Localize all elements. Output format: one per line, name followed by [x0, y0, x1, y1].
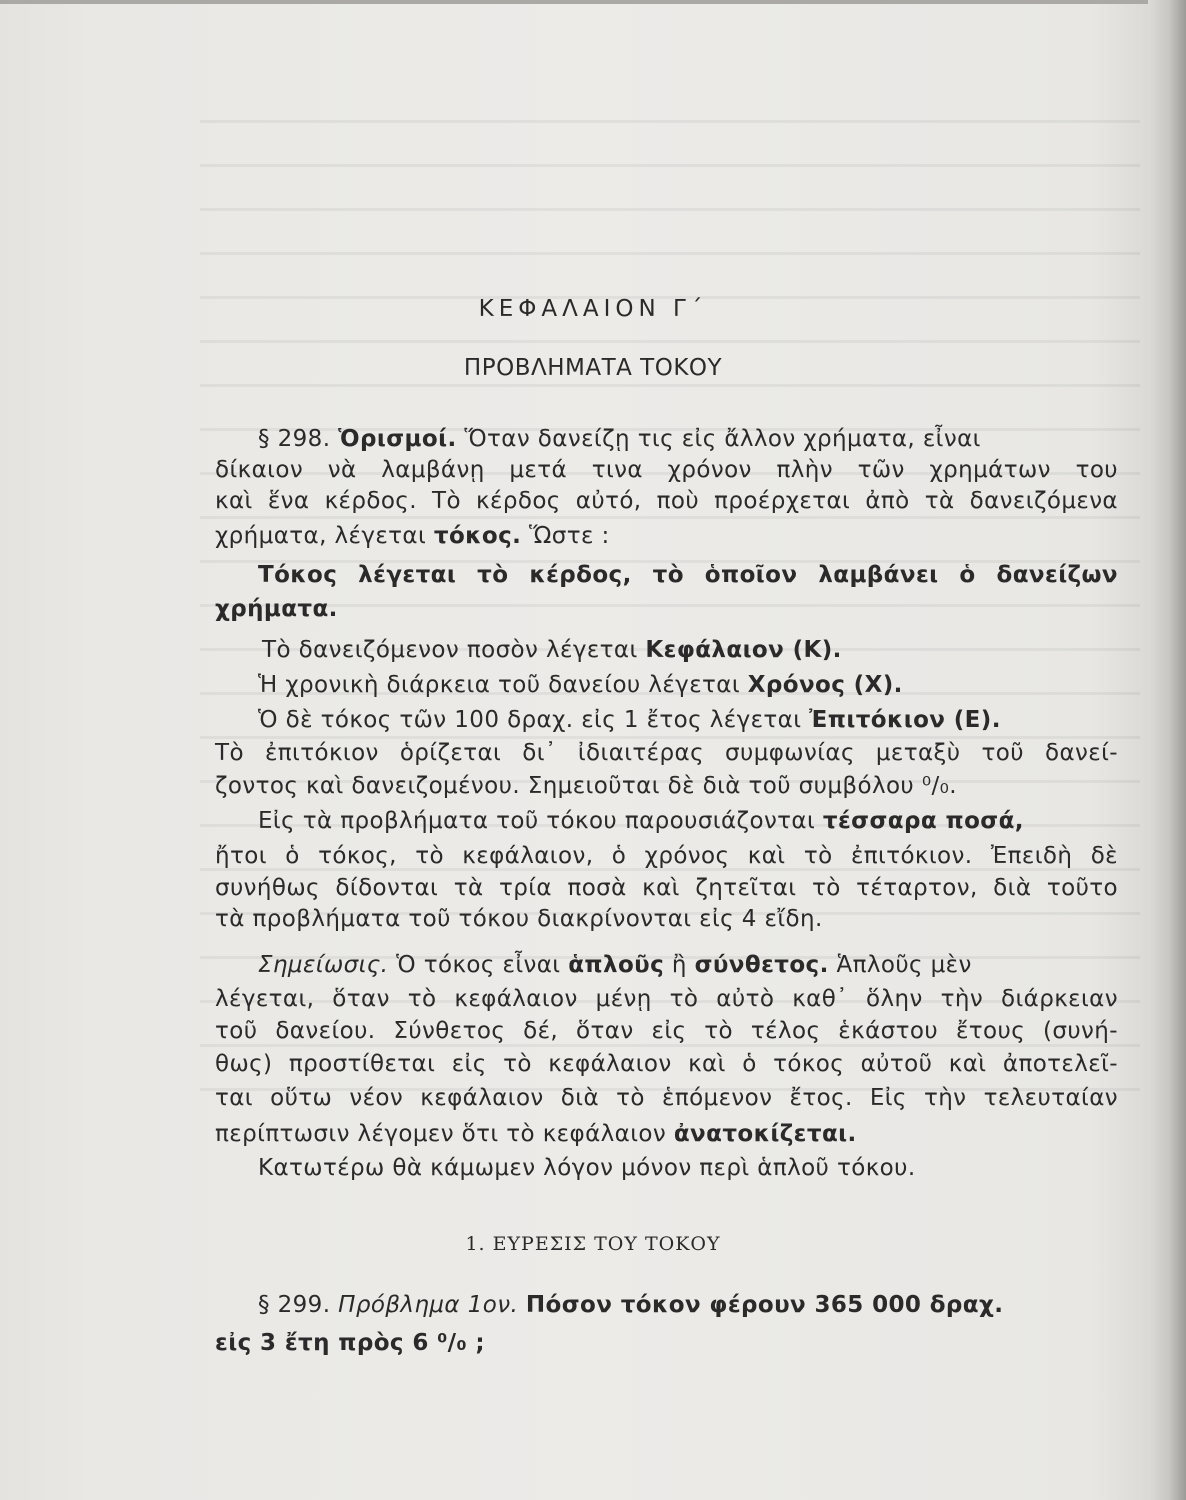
section-298-heading: Ὁρισμοί.	[338, 426, 457, 452]
section-298-line-3: καὶ ἕνα κέρδος. Τὸ κέρδος αὐτό, ποὺ προέρχεται ἀπὸ τὰ δανειζόμενα	[215, 488, 1118, 514]
problem-1-line-1: § 299. Πρόβλημα 1ον. Πόσον τόκον φέρουν 365 000 δραχ.	[258, 1292, 1004, 1318]
closing-line: Κατωτέρω θὰ κάμωμεν λόγον μόνον περὶ ἁπλοῦ τόκου.	[258, 1155, 916, 1181]
term-epitokion-line: Ὁ δὲ τόκος τῶν 100 δραχ. εἰς 1 ἔτος λέγεται Ἐπιτόκιον (Ε).	[258, 707, 1001, 733]
note-line-5: ται οὕτω νέον κεφάλαιον διὰ τὸ ἑπόμενον ἔτος. Εἰς τὴν τελευταίαν	[215, 1085, 1118, 1111]
term-aplous: ἁπλοῦς	[568, 952, 665, 978]
definition-line-1: Τόκος λέγεται τὸ κέρδος, τὸ ὁποῖον λαμβάνει ὁ δανείζων	[258, 562, 1118, 588]
section-298-line-4: χρήματα, λέγεται τόκος. Ὥστε :	[215, 523, 610, 549]
note-label: Σημείωσις.	[258, 952, 389, 978]
chapter-label: ΚΕΦΑΛΑΙΟΝ Γ΄	[478, 296, 708, 322]
term-chronos: Χρόνος (Χ).	[747, 672, 903, 698]
quantities-line-3: συνήθως δίδονται τὰ τρία ποσὰ καὶ ζητεῖται τὸ τέταρτον, διὰ τοῦτο	[215, 875, 1118, 901]
epitokion-line-1: Τὸ ἐπιτόκιον ὁρίζεται δι᾽ ἰδιαιτέρας συμφωνίας μεταξὺ τοῦ δανεί-	[215, 740, 1118, 766]
page-right-edge	[1148, 0, 1186, 1500]
term-epitokion: Ἐπιτόκιον (Ε).	[809, 707, 1001, 733]
note-line-3: τοῦ δανείου. Σύνθετος δέ, ὅταν εἰς τὸ τέλος ἑκάστου ἔτους (συνή-	[215, 1018, 1118, 1044]
chapter-title: ΠΡΟΒΛΗΜΑΤΑ ΤΟΚΟΥ	[463, 355, 723, 381]
section-298-number: § 298.	[258, 426, 331, 452]
note-line-4: θως) προστίθεται εἰς τὸ κεφάλαιον καὶ ὁ τόκος αὐτοῦ καὶ ἀποτελεῖ-	[215, 1051, 1118, 1077]
quantities-line-4: τὰ προβλήματα τοῦ τόκου διακρίνονται εἰς 4 εἴδη.	[215, 906, 823, 932]
section-1-heading: 1. ΕΥΡΕΣΙΣ ΤΟΥ ΤΟΚΟΥ	[465, 1233, 721, 1255]
page-top-edge	[0, 0, 1186, 4]
epitokion-line-2: ζοντος καὶ δανειζομένου. Σημειοῦται δὲ διὰ τοῦ συμβόλου ⁰/₀.	[215, 773, 957, 799]
term-chronos-line: Ἡ χρονικὴ διάρκεια τοῦ δανείου λέγεται Χρόνος (Χ).	[258, 672, 903, 698]
problem-label: Πρόβλημα 1ον.	[338, 1292, 519, 1318]
note-line-2: λέγεται, ὅταν τὸ κεφάλαιον μένῃ τὸ αὐτὸ καθ᾽ ὅλην τὴν διάρκειαν	[215, 986, 1118, 1012]
note-line-1: Σημείωσις. Ὁ τόκος εἶναι ἁπλοῦς ἢ σύνθετος. Ἁπλοῦς μὲν	[258, 952, 972, 978]
term-kefalaion-line: Τὸ δανειζόμενον ποσὸν λέγεται Κεφάλαιον (Κ).	[262, 637, 842, 663]
quantities-line-2: ἤτοι ὁ τόκος, τὸ κεφάλαιον, ὁ χρόνος καὶ τὸ ἐπιτόκιον. Ἐπειδὴ δὲ	[215, 843, 1118, 869]
term-four-quantities: τέσσαρα ποσά,	[822, 808, 1024, 834]
note-line-6: περίπτωσιν λέγομεν ὅτι τὸ κεφάλαιον ἀνατοκίζεται.	[215, 1121, 857, 1147]
problem-1-line-2: εἰς 3 ἔτη πρὸς 6 ⁰/₀ ;	[215, 1330, 485, 1356]
section-298-line-1: § 298. Ὁρισμοί. Ὅταν δανείζῃ τις εἰς ἄλλον χρήματα, εἶναι	[258, 426, 981, 452]
term-tokos: τόκος.	[433, 523, 522, 549]
term-anatokizetai: ἀνατοκίζεται.	[673, 1121, 857, 1147]
quantities-line-1: Εἰς τὰ προβλήματα τοῦ τόκου παρουσιάζονται τέσσαρα ποσά,	[258, 808, 1024, 834]
section-299-number: § 299.	[258, 1292, 331, 1318]
section-298-line-2: δίκαιον νὰ λαμβάνῃ μετά τινα χρόνον πλὴν τῶν χρημάτων του	[215, 457, 1118, 483]
definition-line-2: χρήματα.	[215, 596, 338, 622]
term-kefalaion: Κεφάλαιον (Κ).	[645, 637, 842, 663]
term-synthetos: σύνθετος.	[694, 952, 829, 978]
